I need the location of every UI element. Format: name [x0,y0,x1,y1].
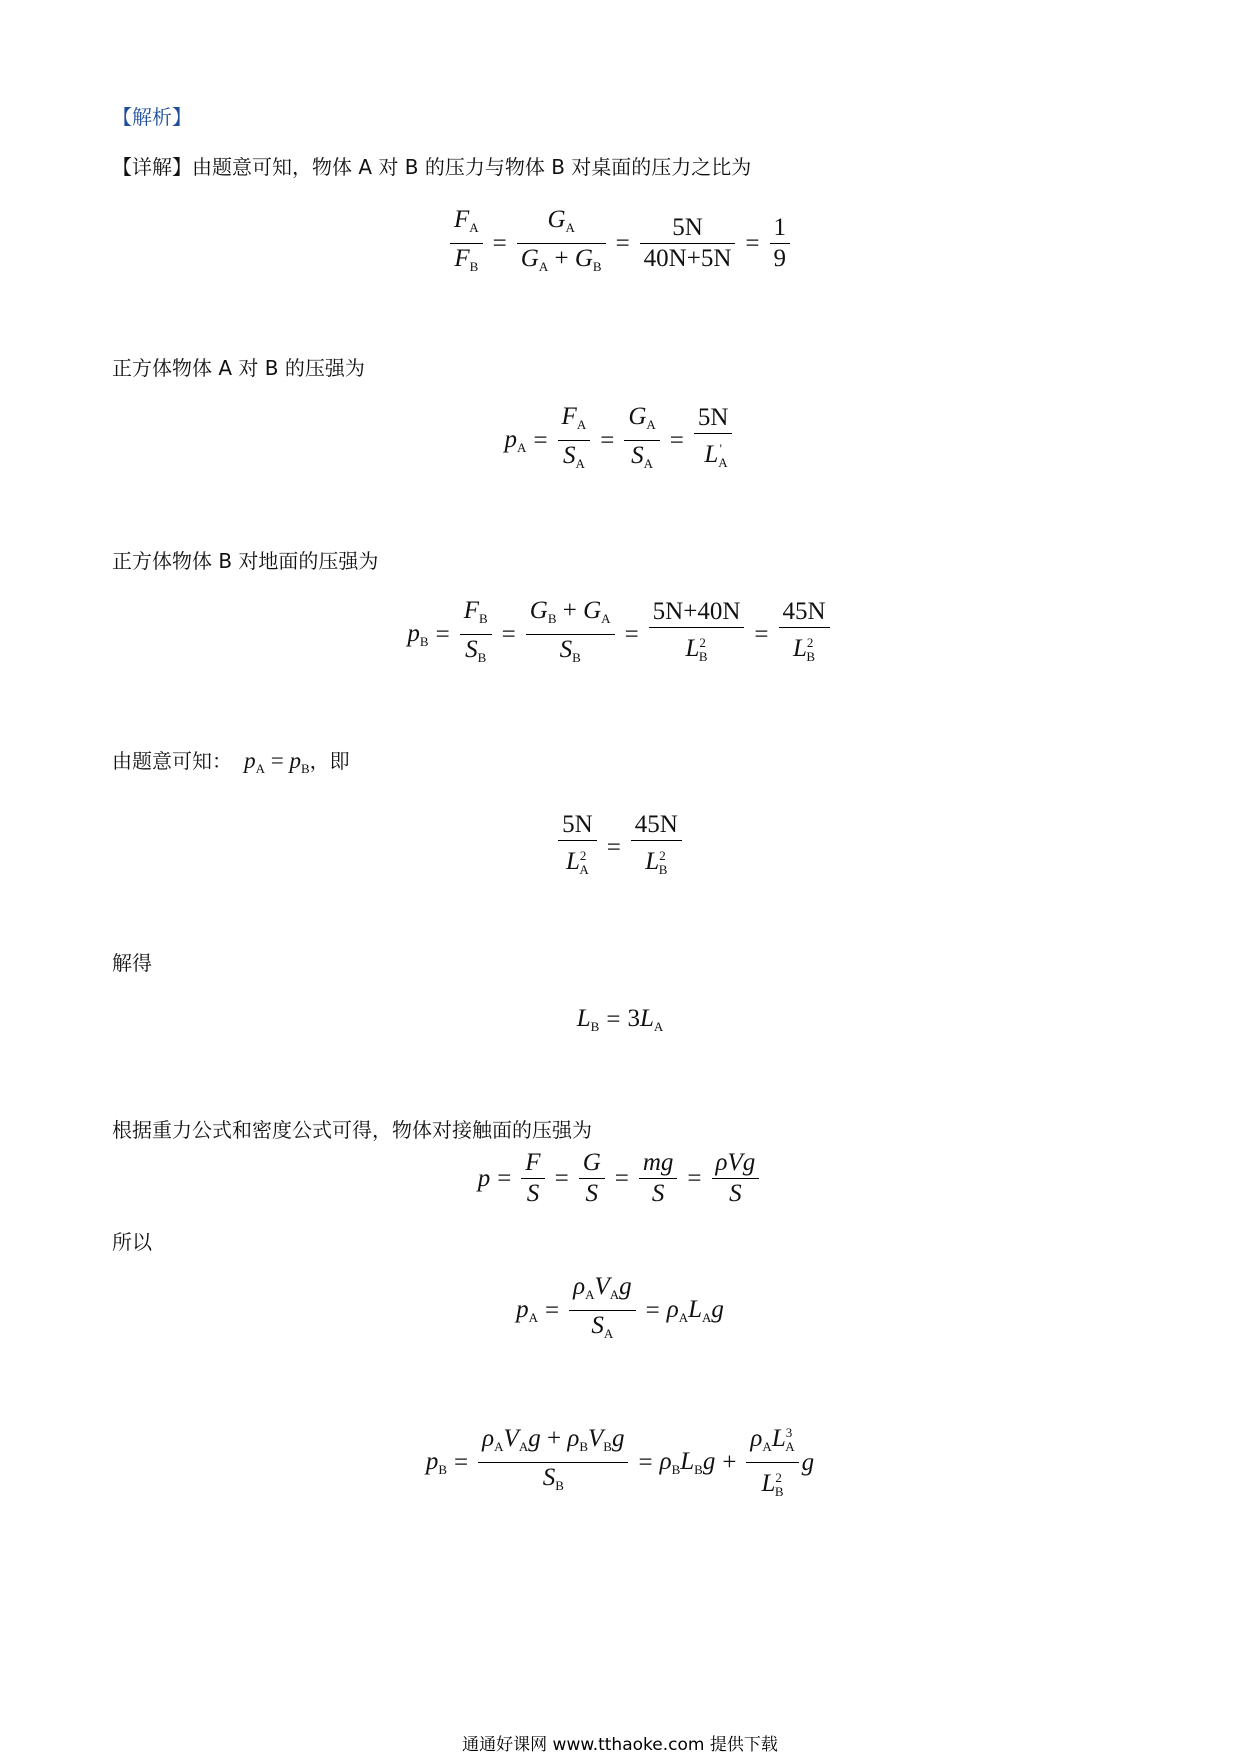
detail-intro-text: 由题意可知，物体 A 对 B 的压力与物体 B 对桌面的压力之比为 [192,155,752,179]
paragraph-pA: 正方体物体 A 对 B 的压强为 [112,356,365,380]
equation-force-ratio: $\frac{F_A}{F_B}$ = $\frac{G_A}{G_A + G_B}$ = $\frac{5N}{40N+5N}$ = $\frac{1}{9}$ [0,205,1240,282]
numerator-value: 5N [672,214,703,241]
paragraph-so: 所以 [112,1230,152,1254]
equation-pA: $p_A$ = $\frac{F_A}{S_A}$ = $\frac{G_A}{S_A}$ = $\frac{5N}{L_A'}$ [0,402,1240,479]
equation-pB-density: $p_B$ = $\frac{\rho_AV_Ag + \rho_BV_Bg}{S_B}$ = $\rho_BL_Bg$ + $\frac{\rho_AL^3_A}{L^2_B}$ g [0,1418,1240,1507]
denominator-value: 9 [773,245,786,272]
equation-pA-density: $p_A$ = $\frac{\rho_AV_Ag}{S_A}$ = $\rho_AL_Ag$ [0,1272,1240,1349]
equal-prefix: 由题意可知： [112,749,232,773]
fraction: $\frac{45N}{L^2_B}$ [631,810,682,885]
fraction: $\frac{F_A}{S_A}$ [558,402,591,479]
equation-equal-pressure: $\frac{5N}{L^2_A}$ = $\frac{45N}{L^2_B}$ [0,810,1240,885]
numerator-value: 5N [697,404,729,431]
page-footer: 通通好课网 www.tthaoke.com 提供下载 [462,1735,778,1755]
fraction: $\frac{mg}{S}$ [639,1148,678,1209]
fraction: $\frac{G_A}{G_A + G_B}$ [517,205,606,282]
fraction: $\frac{G_B + G_A}{S_B}$ [526,596,615,673]
fraction: $\frac{G}{S}$ [579,1148,605,1209]
fraction: $\frac{45N}{L^2_B}$ [779,597,830,672]
numerator-value: 5N [562,811,593,838]
fraction: $\frac{\rho_AV_Ag + \rho_BV_Bg}{S_B}$ [478,1424,628,1501]
numerator-value: 5N+40N [652,598,741,625]
numerator-value: 1 [773,214,786,241]
paragraph-pB: 正方体物体 B 对地面的压强为 [112,549,379,573]
fraction: $\frac{5N}{L_A'}$ [694,403,733,478]
fraction: $\frac{F_A}{F_B}$ [450,205,483,282]
numerator-value: 45N [782,598,826,625]
detail-intro-line [112,154,751,180]
equation-LB: $L_B$ = $3L_A$ [576,1005,664,1034]
inline-equation: $p_A = p_B$ [244,748,310,776]
fraction: $\frac{F_B}{S_B}$ [460,596,492,673]
fraction: $\frac{5N+40N}{L^2_B}$ [649,597,745,672]
paragraph-formula: 根据重力公式和密度公式可得，物体对接触面的压强为 [112,1118,592,1142]
fraction [770,213,791,274]
equation-pB: $p_B$ = $\frac{F_B}{S_B}$ = $\frac{G_B + G_A}{S_B}$ = $\frac{5N+40N}{L^2_B}$ = $\frac{45N}{L^2_B}$ [0,596,1240,673]
paragraph-equal [112,748,350,782]
fraction: $\frac{\rho_AV_Ag}{S_A}$ [569,1272,636,1349]
fraction: $\frac{\text{ρVg}}{S}$ [712,1148,760,1209]
fraction: $\frac{G_A}{S_A}$ [624,402,659,479]
fraction: $\frac{\rho_AL^3_A}{L^2_B}$ [746,1418,798,1507]
equation-pressure-general: p = $\frac{F}{S}$ = $\frac{G}{S}$ = $\frac{mg}{S}$ = $\frac{\text{ρVg}}{S}$ [0,1148,1240,1209]
paragraph-solve: 解得 [112,951,152,975]
coefficient: 3 [627,1005,640,1032]
detail-label: 【详解】 [112,155,192,179]
numerator-value: 45N [634,811,678,838]
fraction [640,213,736,274]
equal-suffix: ，即 [309,749,350,773]
denominator-value: 40N+5N [643,245,732,272]
section-header: 【解析】 [112,105,192,129]
fraction: $\frac{F}{S}$ [521,1148,544,1209]
fraction: $\frac{5N}{L^2_A}$ [558,810,597,885]
